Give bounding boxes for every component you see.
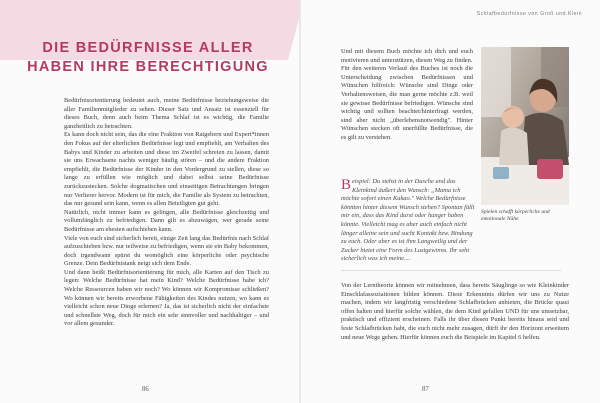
right-page xyxy=(301,0,600,403)
paragraph: Natürlich, nicht immer kann es gelingen, alle Bedürfnisse gleichzeitig und vollumfänglich zu befriedigen. Dann gilt es abzuwägen, wer gerade seine Bedürfnisse am ehesten aufschieben kann. xyxy=(64,208,269,233)
paragraph: Es kann doch nicht sein, das die eine Fraktion von Ratgebern und Expert*innen den Fokus auf der elterlichen Bedürfnisse legt und empfiehlt, am Verhalten des Babys und Kinder zu arbeiten und diese im Zweifel schreien zu lassen, damit sie uns Erwachsene nachts weniger häufig stören – und die andere Fraktion empfiehlt, die Bedürfnisse der Kinder in den Vordergrund zu stellen, diese so lange zu erfüllen wie möglich und dabei selbst seine Bedürfnisse zurückzustecken. Solche dogmatischen und einseitigen Betrachtungen bringen nur Verlierer hervor. Modern ist für mich, die Familie als System zu betrachten, das nur gesund sein kann, wenn es allen Beteiligten gut geht. xyxy=(64,131,269,208)
right-bottom-text xyxy=(341,282,569,342)
paragraph: Für den weiteren Verlauf des Buches ist noch die Unterscheidung zwischen Bedürfnissen und Wünschen hilfreich: Wünsche sind Dinge oder Verhaltensweisen, die man gerne möchte z.B. weil sie gewisse Bedürfnisse befriedigen. Wünsche sind wichtig und sollten beachtet/hinterfragt werden, sind aber nicht „überlebensnotwendig". Hinter Wünschen stecken oft unerfüllte Bedürfnisse, die es gilt zu verstehen. xyxy=(341,65,473,141)
page-number-left: 86 xyxy=(142,386,149,393)
divider xyxy=(341,270,561,271)
paragraph: Viele von euch sind sicherlich bereit, einige Zeit lang das Bedürfnis nach Schlaf aufzuschieben bzw. nur teilweise zu befriedigen, wenn sie ein Baby bekommen, doch irgendwann spürst du womöglich eine körperliche oder psychische Grenze. Dein Bedürfnistank neigt sich dem Ende. xyxy=(64,234,269,268)
page-number-right: 87 xyxy=(422,386,429,393)
example-box xyxy=(341,178,476,264)
photo-caption: Spielen schafft körperliche und emotionale Nähe xyxy=(481,209,550,223)
paragraph: Bedürfnisorientierung bedeutet auch, meine Bedürfnisse beziehungsweise die aller Familienmitglieder zu sehen. Dieser Satz und Ansatz ist essenziell für dieses Buch, denn auch beim Thema Schlaf ist es wichtig, die Familie ganzheitlich zu betrachten. xyxy=(64,97,269,130)
left-body-text xyxy=(64,97,269,329)
paragraph: Und dann heißt Bedürfnisorientierung für mich, alle Karten auf den Tisch zu legen: Welche Bedürfnisse hat mein Kind? Welche Bedürfnisse habe ich? Welche Ressourcen haben wir noch? Wo können wir Kompromisse schließen? Wo können wir bereits erworbene Fähigkeiten des Kindes nutzen, wo kann es vielleicht schon neue Dinge erlernen? Ja, das ist sicherlich nicht der einfachste und schnellste Weg, doch für mich ein sehr sinnvoller und nachhaltiger – und vor allem gesunder. xyxy=(64,268,269,328)
mother-baby-photo xyxy=(481,47,569,205)
paragraph: Von der Lerntheorie können wir mitnehmen, dass bereits Säuglinge so wie Kleinkinder Einschlafassoziationen bilden können. Diese Erkenntnis dürfen wir uns zu Nutze machen, indem wir langfristig verschiedene Schlafbrücken anbieten, die Brücke quasi offen halten und hierfür solche wählen, die dem Kind gefallen UND für uns umsetzbar, praktisch und effizient erscheinen. Falls ihr über diesen Punkt bereits hinaus seid und feste Schlafbrücken habt, die euch nicht mehr zusagen, dürft ihr den Horizont erweitern und neue Wege gehen. Hierfür können euch die Beispiele im Kapitel 6 helfen. xyxy=(341,282,569,341)
right-top-text xyxy=(341,48,473,143)
running-header: Schlafbedürfnisse von Groß und Klein xyxy=(476,11,582,17)
page-title: DIE BEDÜRFNISSE ALLER HABEN IHRE BERECHTIGUNG xyxy=(27,40,269,75)
drop-cap: B xyxy=(341,177,352,193)
example-text: eispiel: Du stehst in der Dusche und das Kleinkind äußert den Wunsch: „Mama ich möchte sofort einen Kakao." Welche Bedürfnisse könnten hinter diesem Wunsch stehen? Spontan fällt mir ein, dass das Kind durst oder hunger haben könnte. Vielleicht mag es aber auch einfach nicht länger alleine sein und sucht Kontakt bzw. Bindung zu euch. Oder aber es ist ihm Langweilig und der Zucker bietet eine Form des Lustgewinns. Ihr seht sicherlich was ich meine.... xyxy=(341,178,475,263)
left-page xyxy=(0,0,299,403)
paragraph: Und mit diesem Buch möchte ich dich und euch motivieren und unterstützen, diesen Weg zu finden. xyxy=(341,48,473,64)
